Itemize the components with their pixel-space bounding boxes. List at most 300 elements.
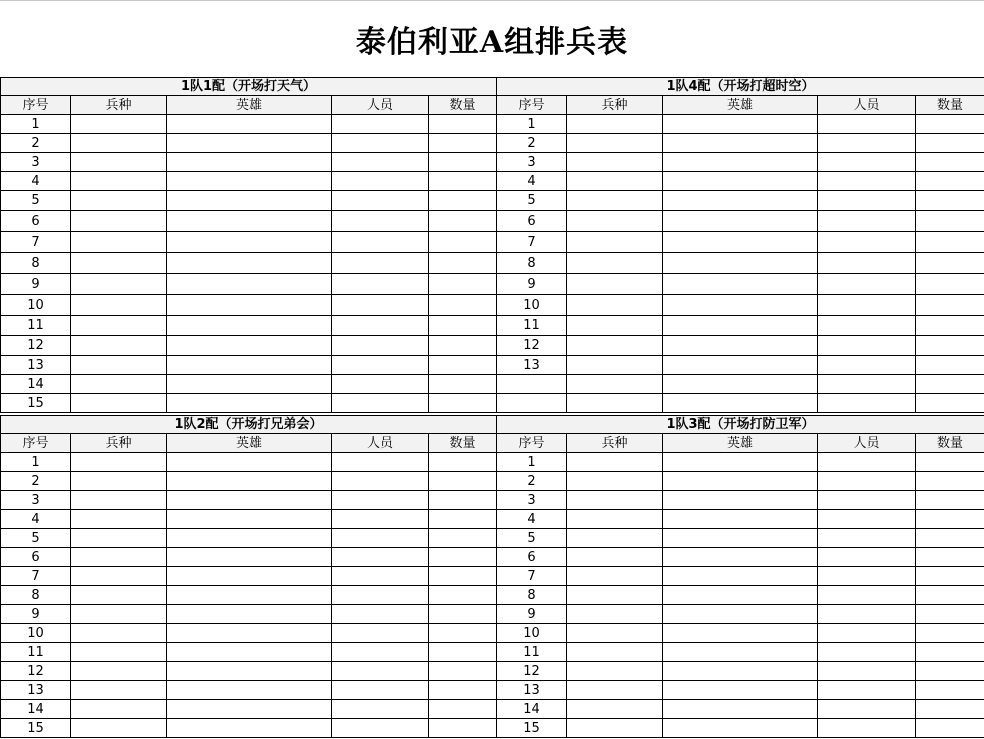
- empty-cell[interactable]: [916, 134, 984, 153]
- empty-cell[interactable]: [818, 586, 916, 605]
- empty-cell[interactable]: [663, 491, 818, 510]
- row-number-cell[interactable]: 3: [1, 153, 71, 172]
- empty-cell[interactable]: [332, 274, 429, 295]
- empty-cell[interactable]: [332, 453, 429, 472]
- empty-cell[interactable]: [916, 191, 984, 211]
- empty-cell[interactable]: [567, 586, 663, 605]
- empty-cell[interactable]: [332, 153, 429, 172]
- row-number-cell[interactable]: 9: [497, 274, 567, 295]
- row-number-cell[interactable]: 6: [1, 211, 71, 232]
- empty-cell[interactable]: [332, 510, 429, 529]
- empty-cell[interactable]: [567, 700, 663, 719]
- empty-cell[interactable]: [567, 115, 663, 134]
- row-number-cell[interactable]: 11: [1, 316, 71, 336]
- empty-cell[interactable]: [167, 529, 332, 548]
- empty-cell[interactable]: [567, 232, 663, 253]
- row-number-cell[interactable]: 1: [1, 453, 71, 472]
- empty-cell[interactable]: [429, 172, 497, 191]
- row-number-cell[interactable]: 5: [497, 529, 567, 548]
- empty-cell[interactable]: [429, 567, 497, 586]
- empty-cell[interactable]: [429, 295, 497, 316]
- empty-cell[interactable]: [332, 316, 429, 336]
- empty-cell[interactable]: [818, 394, 916, 413]
- empty-cell[interactable]: [167, 336, 332, 356]
- empty-cell[interactable]: [818, 662, 916, 681]
- empty-cell[interactable]: [818, 211, 916, 232]
- empty-cell[interactable]: [567, 681, 663, 700]
- empty-cell[interactable]: [567, 274, 663, 295]
- empty-cell[interactable]: [567, 172, 663, 191]
- row-number-cell[interactable]: 12: [497, 336, 567, 356]
- empty-cell[interactable]: [429, 232, 497, 253]
- empty-cell[interactable]: [429, 453, 497, 472]
- empty-cell[interactable]: [429, 700, 497, 719]
- empty-cell[interactable]: [71, 719, 167, 738]
- empty-cell[interactable]: [429, 153, 497, 172]
- empty-cell[interactable]: [429, 510, 497, 529]
- empty-cell[interactable]: [663, 681, 818, 700]
- empty-cell[interactable]: [818, 719, 916, 738]
- empty-cell[interactable]: [71, 191, 167, 211]
- empty-cell[interactable]: [663, 295, 818, 316]
- empty-cell[interactable]: [71, 115, 167, 134]
- empty-cell[interactable]: [567, 336, 663, 356]
- empty-cell[interactable]: [818, 232, 916, 253]
- empty-cell[interactable]: [916, 375, 984, 394]
- row-number-cell[interactable]: 11: [497, 643, 567, 662]
- empty-cell[interactable]: [71, 274, 167, 295]
- empty-cell[interactable]: [567, 211, 663, 232]
- empty-cell[interactable]: [332, 719, 429, 738]
- empty-cell[interactable]: [663, 232, 818, 253]
- row-number-cell[interactable]: 15: [1, 719, 71, 738]
- empty-cell[interactable]: [567, 624, 663, 643]
- row-number-cell[interactable]: 3: [497, 491, 567, 510]
- empty-cell[interactable]: [916, 274, 984, 295]
- empty-cell[interactable]: [663, 115, 818, 134]
- empty-cell[interactable]: [663, 211, 818, 232]
- empty-cell[interactable]: [663, 172, 818, 191]
- empty-cell[interactable]: [567, 316, 663, 336]
- empty-cell[interactable]: [567, 719, 663, 738]
- empty-cell[interactable]: [818, 316, 916, 336]
- empty-cell[interactable]: [567, 253, 663, 274]
- empty-cell[interactable]: [916, 172, 984, 191]
- empty-cell[interactable]: [818, 453, 916, 472]
- empty-cell[interactable]: [567, 605, 663, 624]
- row-number-cell[interactable]: 9: [497, 605, 567, 624]
- row-number-cell[interactable]: 12: [1, 662, 71, 681]
- empty-cell[interactable]: [567, 394, 663, 413]
- row-number-cell[interactable]: 4: [497, 172, 567, 191]
- empty-cell[interactable]: [818, 153, 916, 172]
- empty-cell[interactable]: [167, 662, 332, 681]
- empty-cell[interactable]: [916, 510, 984, 529]
- empty-cell[interactable]: [71, 624, 167, 643]
- empty-cell[interactable]: [332, 567, 429, 586]
- row-number-cell[interactable]: 14: [497, 700, 567, 719]
- empty-cell[interactable]: [663, 719, 818, 738]
- empty-cell[interactable]: [429, 681, 497, 700]
- row-number-cell[interactable]: 12: [497, 662, 567, 681]
- empty-cell[interactable]: [332, 356, 429, 375]
- empty-cell[interactable]: [167, 510, 332, 529]
- empty-cell[interactable]: [332, 191, 429, 211]
- empty-cell[interactable]: [429, 115, 497, 134]
- empty-cell[interactable]: [71, 643, 167, 662]
- empty-cell[interactable]: [916, 586, 984, 605]
- empty-cell[interactable]: [332, 605, 429, 624]
- empty-cell[interactable]: [818, 191, 916, 211]
- empty-cell[interactable]: [567, 548, 663, 567]
- empty-cell[interactable]: [818, 700, 916, 719]
- row-number-cell[interactable]: 2: [497, 134, 567, 153]
- empty-cell[interactable]: [332, 232, 429, 253]
- empty-cell[interactable]: [663, 274, 818, 295]
- empty-cell[interactable]: [332, 491, 429, 510]
- empty-cell[interactable]: [167, 700, 332, 719]
- empty-cell[interactable]: [429, 356, 497, 375]
- empty-cell[interactable]: [429, 662, 497, 681]
- empty-cell[interactable]: [916, 624, 984, 643]
- row-number-cell[interactable]: 8: [497, 253, 567, 274]
- empty-cell[interactable]: [916, 719, 984, 738]
- empty-cell[interactable]: [332, 529, 429, 548]
- row-number-cell[interactable]: 5: [1, 191, 71, 211]
- empty-cell[interactable]: [332, 375, 429, 394]
- empty-cell[interactable]: [567, 134, 663, 153]
- empty-cell[interactable]: [332, 134, 429, 153]
- empty-cell[interactable]: [429, 643, 497, 662]
- empty-cell[interactable]: [818, 605, 916, 624]
- empty-cell[interactable]: [429, 336, 497, 356]
- empty-cell[interactable]: [818, 567, 916, 586]
- empty-cell[interactable]: [71, 134, 167, 153]
- empty-cell[interactable]: [167, 232, 332, 253]
- empty-cell[interactable]: [71, 510, 167, 529]
- empty-cell[interactable]: [567, 662, 663, 681]
- empty-cell[interactable]: [332, 681, 429, 700]
- empty-cell[interactable]: [663, 356, 818, 375]
- empty-cell[interactable]: [71, 662, 167, 681]
- empty-cell[interactable]: [167, 681, 332, 700]
- empty-cell[interactable]: [916, 662, 984, 681]
- empty-cell[interactable]: [818, 510, 916, 529]
- empty-cell[interactable]: [567, 191, 663, 211]
- row-number-cell[interactable]: [497, 394, 567, 413]
- empty-cell[interactable]: [167, 453, 332, 472]
- empty-cell[interactable]: [332, 700, 429, 719]
- row-number-cell[interactable]: 10: [1, 624, 71, 643]
- empty-cell[interactable]: [818, 356, 916, 375]
- empty-cell[interactable]: [818, 643, 916, 662]
- empty-cell[interactable]: [818, 134, 916, 153]
- empty-cell[interactable]: [567, 643, 663, 662]
- empty-cell[interactable]: [429, 472, 497, 491]
- empty-cell[interactable]: [167, 153, 332, 172]
- empty-cell[interactable]: [167, 491, 332, 510]
- row-number-cell[interactable]: 13: [497, 681, 567, 700]
- empty-cell[interactable]: [567, 375, 663, 394]
- row-number-cell[interactable]: 13: [1, 356, 71, 375]
- empty-cell[interactable]: [167, 643, 332, 662]
- row-number-cell[interactable]: 5: [497, 191, 567, 211]
- empty-cell[interactable]: [916, 394, 984, 413]
- row-number-cell[interactable]: 11: [1, 643, 71, 662]
- empty-cell[interactable]: [429, 375, 497, 394]
- empty-cell[interactable]: [71, 681, 167, 700]
- row-number-cell[interactable]: 4: [497, 510, 567, 529]
- empty-cell[interactable]: [167, 134, 332, 153]
- empty-cell[interactable]: [663, 586, 818, 605]
- row-number-cell[interactable]: 7: [497, 567, 567, 586]
- empty-cell[interactable]: [167, 548, 332, 567]
- empty-cell[interactable]: [567, 153, 663, 172]
- empty-cell[interactable]: [818, 529, 916, 548]
- empty-cell[interactable]: [167, 211, 332, 232]
- empty-cell[interactable]: [916, 643, 984, 662]
- empty-cell[interactable]: [167, 295, 332, 316]
- empty-cell[interactable]: [167, 624, 332, 643]
- row-number-cell[interactable]: 14: [1, 375, 71, 394]
- empty-cell[interactable]: [332, 472, 429, 491]
- row-number-cell[interactable]: 6: [1, 548, 71, 567]
- empty-cell[interactable]: [71, 529, 167, 548]
- empty-cell[interactable]: [429, 134, 497, 153]
- empty-cell[interactable]: [567, 356, 663, 375]
- row-number-cell[interactable]: 10: [1, 295, 71, 316]
- row-number-cell[interactable]: 15: [1, 394, 71, 413]
- empty-cell[interactable]: [332, 336, 429, 356]
- empty-cell[interactable]: [71, 153, 167, 172]
- empty-cell[interactable]: [916, 491, 984, 510]
- row-number-cell[interactable]: [497, 375, 567, 394]
- row-number-cell[interactable]: 6: [497, 548, 567, 567]
- row-number-cell[interactable]: 8: [1, 253, 71, 274]
- empty-cell[interactable]: [818, 375, 916, 394]
- row-number-cell[interactable]: 8: [1, 586, 71, 605]
- empty-cell[interactable]: [429, 624, 497, 643]
- empty-cell[interactable]: [332, 253, 429, 274]
- empty-cell[interactable]: [818, 336, 916, 356]
- empty-cell[interactable]: [663, 529, 818, 548]
- empty-cell[interactable]: [916, 253, 984, 274]
- empty-cell[interactable]: [429, 211, 497, 232]
- row-number-cell[interactable]: 4: [1, 510, 71, 529]
- empty-cell[interactable]: [663, 134, 818, 153]
- empty-cell[interactable]: [429, 605, 497, 624]
- empty-cell[interactable]: [663, 643, 818, 662]
- empty-cell[interactable]: [167, 586, 332, 605]
- row-number-cell[interactable]: 7: [1, 567, 71, 586]
- empty-cell[interactable]: [332, 548, 429, 567]
- empty-cell[interactable]: [663, 253, 818, 274]
- row-number-cell[interactable]: 11: [497, 316, 567, 336]
- empty-cell[interactable]: [71, 295, 167, 316]
- empty-cell[interactable]: [71, 586, 167, 605]
- empty-cell[interactable]: [663, 662, 818, 681]
- empty-cell[interactable]: [567, 510, 663, 529]
- empty-cell[interactable]: [71, 491, 167, 510]
- row-number-cell[interactable]: 13: [1, 681, 71, 700]
- empty-cell[interactable]: [71, 172, 167, 191]
- empty-cell[interactable]: [167, 172, 332, 191]
- empty-cell[interactable]: [167, 356, 332, 375]
- empty-cell[interactable]: [167, 375, 332, 394]
- empty-cell[interactable]: [167, 605, 332, 624]
- empty-cell[interactable]: [916, 548, 984, 567]
- row-number-cell[interactable]: 2: [1, 134, 71, 153]
- empty-cell[interactable]: [663, 191, 818, 211]
- empty-cell[interactable]: [818, 548, 916, 567]
- row-number-cell[interactable]: 13: [497, 356, 567, 375]
- row-number-cell[interactable]: 2: [497, 472, 567, 491]
- empty-cell[interactable]: [818, 115, 916, 134]
- empty-cell[interactable]: [167, 274, 332, 295]
- empty-cell[interactable]: [663, 336, 818, 356]
- empty-cell[interactable]: [818, 472, 916, 491]
- empty-cell[interactable]: [429, 394, 497, 413]
- empty-cell[interactable]: [567, 453, 663, 472]
- empty-cell[interactable]: [71, 700, 167, 719]
- empty-cell[interactable]: [429, 253, 497, 274]
- row-number-cell[interactable]: 1: [1, 115, 71, 134]
- row-number-cell[interactable]: 1: [497, 453, 567, 472]
- empty-cell[interactable]: [332, 662, 429, 681]
- row-number-cell[interactable]: 10: [497, 624, 567, 643]
- row-number-cell[interactable]: 1: [497, 115, 567, 134]
- empty-cell[interactable]: [167, 316, 332, 336]
- empty-cell[interactable]: [429, 191, 497, 211]
- empty-cell[interactable]: [332, 295, 429, 316]
- empty-cell[interactable]: [71, 394, 167, 413]
- row-number-cell[interactable]: 9: [1, 274, 71, 295]
- empty-cell[interactable]: [429, 274, 497, 295]
- empty-cell[interactable]: [818, 681, 916, 700]
- empty-cell[interactable]: [663, 510, 818, 529]
- empty-cell[interactable]: [429, 491, 497, 510]
- empty-cell[interactable]: [429, 529, 497, 548]
- row-number-cell[interactable]: 6: [497, 211, 567, 232]
- row-number-cell[interactable]: 10: [497, 295, 567, 316]
- empty-cell[interactable]: [429, 548, 497, 567]
- empty-cell[interactable]: [332, 394, 429, 413]
- empty-cell[interactable]: [916, 605, 984, 624]
- empty-cell[interactable]: [916, 700, 984, 719]
- empty-cell[interactable]: [663, 548, 818, 567]
- empty-cell[interactable]: [663, 375, 818, 394]
- empty-cell[interactable]: [429, 316, 497, 336]
- empty-cell[interactable]: [332, 172, 429, 191]
- row-number-cell[interactable]: 4: [1, 172, 71, 191]
- row-number-cell[interactable]: 9: [1, 605, 71, 624]
- empty-cell[interactable]: [71, 356, 167, 375]
- row-number-cell[interactable]: 3: [497, 153, 567, 172]
- empty-cell[interactable]: [663, 624, 818, 643]
- empty-cell[interactable]: [167, 567, 332, 586]
- empty-cell[interactable]: [663, 567, 818, 586]
- empty-cell[interactable]: [663, 472, 818, 491]
- empty-cell[interactable]: [916, 567, 984, 586]
- empty-cell[interactable]: [567, 295, 663, 316]
- empty-cell[interactable]: [916, 472, 984, 491]
- empty-cell[interactable]: [167, 191, 332, 211]
- empty-cell[interactable]: [71, 316, 167, 336]
- empty-cell[interactable]: [71, 375, 167, 394]
- empty-cell[interactable]: [663, 605, 818, 624]
- empty-cell[interactable]: [567, 567, 663, 586]
- empty-cell[interactable]: [567, 472, 663, 491]
- empty-cell[interactable]: [71, 336, 167, 356]
- empty-cell[interactable]: [567, 491, 663, 510]
- empty-cell[interactable]: [663, 316, 818, 336]
- empty-cell[interactable]: [332, 624, 429, 643]
- empty-cell[interactable]: [167, 719, 332, 738]
- empty-cell[interactable]: [818, 172, 916, 191]
- empty-cell[interactable]: [332, 115, 429, 134]
- empty-cell[interactable]: [818, 253, 916, 274]
- empty-cell[interactable]: [71, 232, 167, 253]
- empty-cell[interactable]: [818, 624, 916, 643]
- empty-cell[interactable]: [332, 211, 429, 232]
- empty-cell[interactable]: [818, 274, 916, 295]
- empty-cell[interactable]: [818, 491, 916, 510]
- row-number-cell[interactable]: 12: [1, 336, 71, 356]
- empty-cell[interactable]: [332, 643, 429, 662]
- empty-cell[interactable]: [663, 153, 818, 172]
- empty-cell[interactable]: [916, 356, 984, 375]
- empty-cell[interactable]: [663, 394, 818, 413]
- row-number-cell[interactable]: 2: [1, 472, 71, 491]
- empty-cell[interactable]: [567, 529, 663, 548]
- empty-cell[interactable]: [71, 453, 167, 472]
- empty-cell[interactable]: [916, 336, 984, 356]
- row-number-cell[interactable]: 15: [497, 719, 567, 738]
- row-number-cell[interactable]: 3: [1, 491, 71, 510]
- row-number-cell[interactable]: 8: [497, 586, 567, 605]
- row-number-cell[interactable]: 7: [1, 232, 71, 253]
- empty-cell[interactable]: [167, 472, 332, 491]
- empty-cell[interactable]: [71, 211, 167, 232]
- empty-cell[interactable]: [663, 453, 818, 472]
- empty-cell[interactable]: [818, 295, 916, 316]
- empty-cell[interactable]: [916, 153, 984, 172]
- row-number-cell[interactable]: 5: [1, 529, 71, 548]
- empty-cell[interactable]: [71, 472, 167, 491]
- empty-cell[interactable]: [71, 605, 167, 624]
- empty-cell[interactable]: [916, 211, 984, 232]
- empty-cell[interactable]: [332, 586, 429, 605]
- empty-cell[interactable]: [916, 681, 984, 700]
- empty-cell[interactable]: [71, 548, 167, 567]
- empty-cell[interactable]: [916, 316, 984, 336]
- empty-cell[interactable]: [916, 115, 984, 134]
- empty-cell[interactable]: [916, 453, 984, 472]
- empty-cell[interactable]: [916, 232, 984, 253]
- empty-cell[interactable]: [429, 719, 497, 738]
- empty-cell[interactable]: [167, 253, 332, 274]
- empty-cell[interactable]: [916, 295, 984, 316]
- empty-cell[interactable]: [167, 115, 332, 134]
- row-number-cell[interactable]: 7: [497, 232, 567, 253]
- empty-cell[interactable]: [663, 700, 818, 719]
- empty-cell[interactable]: [71, 253, 167, 274]
- empty-cell[interactable]: [167, 394, 332, 413]
- row-number-cell[interactable]: 14: [1, 700, 71, 719]
- empty-cell[interactable]: [916, 529, 984, 548]
- empty-cell[interactable]: [429, 586, 497, 605]
- empty-cell[interactable]: [71, 567, 167, 586]
